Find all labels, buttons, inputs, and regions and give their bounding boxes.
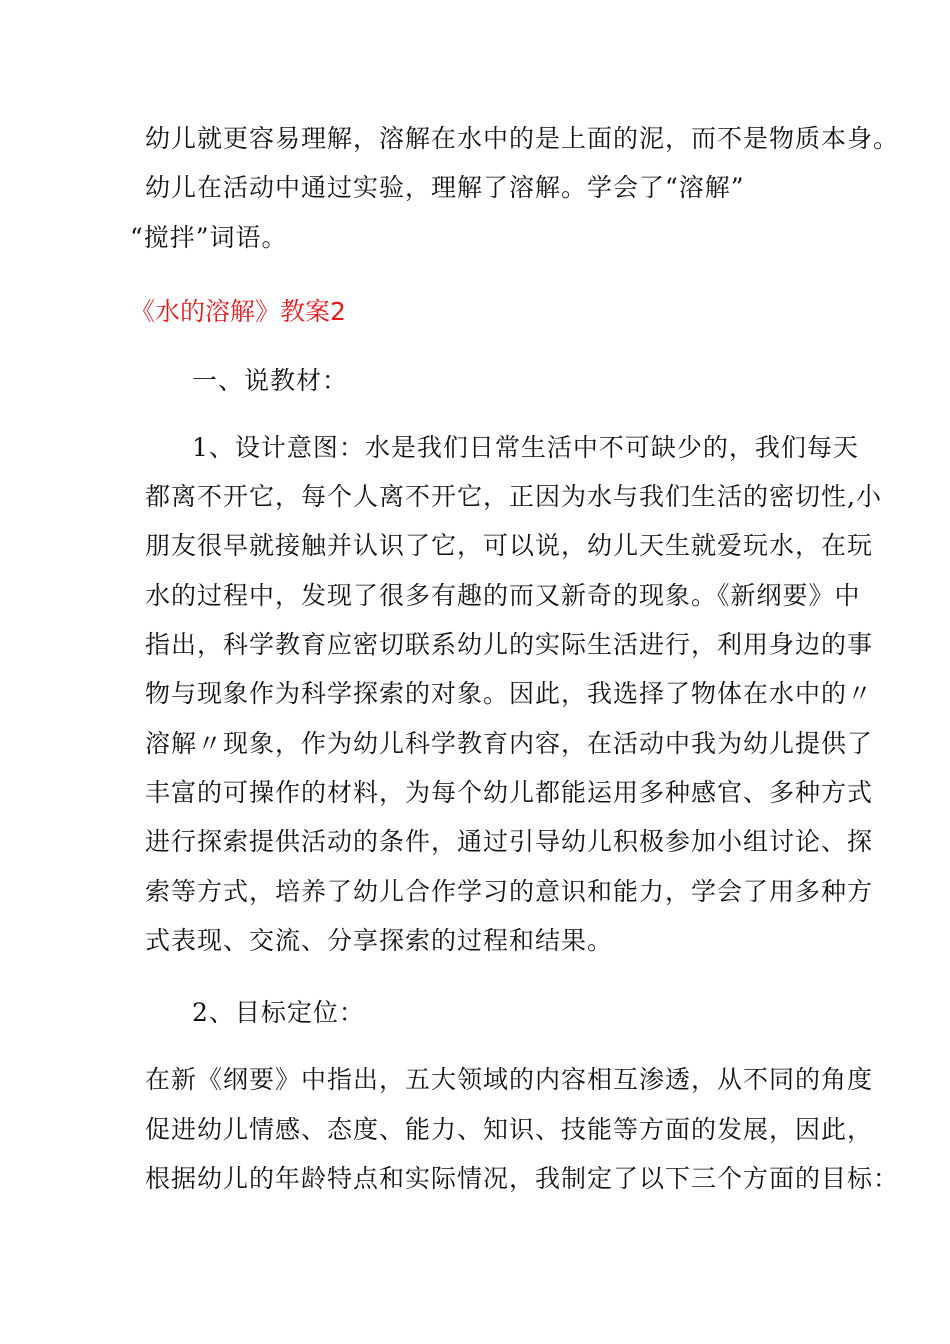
intro-line-1: 幼儿就更容易理解，溶解在水中的是上面的泥，而不是物质本身。 — [145, 124, 900, 153]
section-heading: 《水的溶解》教案2 — [130, 297, 346, 326]
para1-line-4: 水的过程中，发现了很多有趣的而又新奇的现象。《新纲要》中 — [145, 581, 861, 610]
para2-line-3: 根据幼儿的年龄特点和实际情况，我制定了以下三个方面的目标： — [145, 1164, 900, 1193]
para1-line-5: 指出，科学教育应密切联系幼儿的实际生活进行，利用身边的事 — [145, 630, 874, 659]
para1-line-1: 1、设计意图：水是我们日常生活中不可缺少的，我们每天 — [192, 433, 859, 462]
para2-line-1: 在新《纲要》中指出，五大领域的内容相互渗透，从不同的角度 — [145, 1065, 874, 1094]
para1-line-11: 式表现、交流、分享探索的过程和结果。 — [145, 926, 614, 955]
intro-line-3: “搅拌”词语。 — [130, 223, 288, 252]
section1-title: 一、说教材： — [192, 366, 349, 395]
para1-line-3: 朋友很早就接触并认识了它，可以说，幼儿天生就爱玩水，在玩 — [145, 531, 874, 560]
para1-line-7: 溶解〃现象，作为幼儿科学教育内容，在活动中我为幼儿提供了 — [145, 729, 874, 758]
para1-line-10: 索等方式，培养了幼儿合作学习的意识和能力，学会了用多种方 — [145, 877, 874, 906]
intro-line-2: 幼儿在活动中通过实验，理解了溶解。学会了“溶解” — [145, 173, 745, 202]
section2-title: 2、目标定位： — [192, 998, 365, 1027]
para1-line-2: 都离不开它，每个人离不开它，正因为水与我们生活的密切性,小 — [145, 482, 882, 511]
para1-line-8: 丰富的可操作的材料，为每个幼儿都能运用多种感官、多种方式 — [145, 778, 874, 807]
para1-line-6: 物与现象作为科学探索的对象。因此，我选择了物体在水中的〃 — [145, 679, 874, 708]
para2-line-2: 促进幼儿情感、态度、能力、知识、技能等方面的发展，因此， — [145, 1115, 874, 1144]
para1-line-9: 进行探索提供活动的条件，通过引导幼儿积极参加小组讨论、探 — [145, 827, 874, 856]
